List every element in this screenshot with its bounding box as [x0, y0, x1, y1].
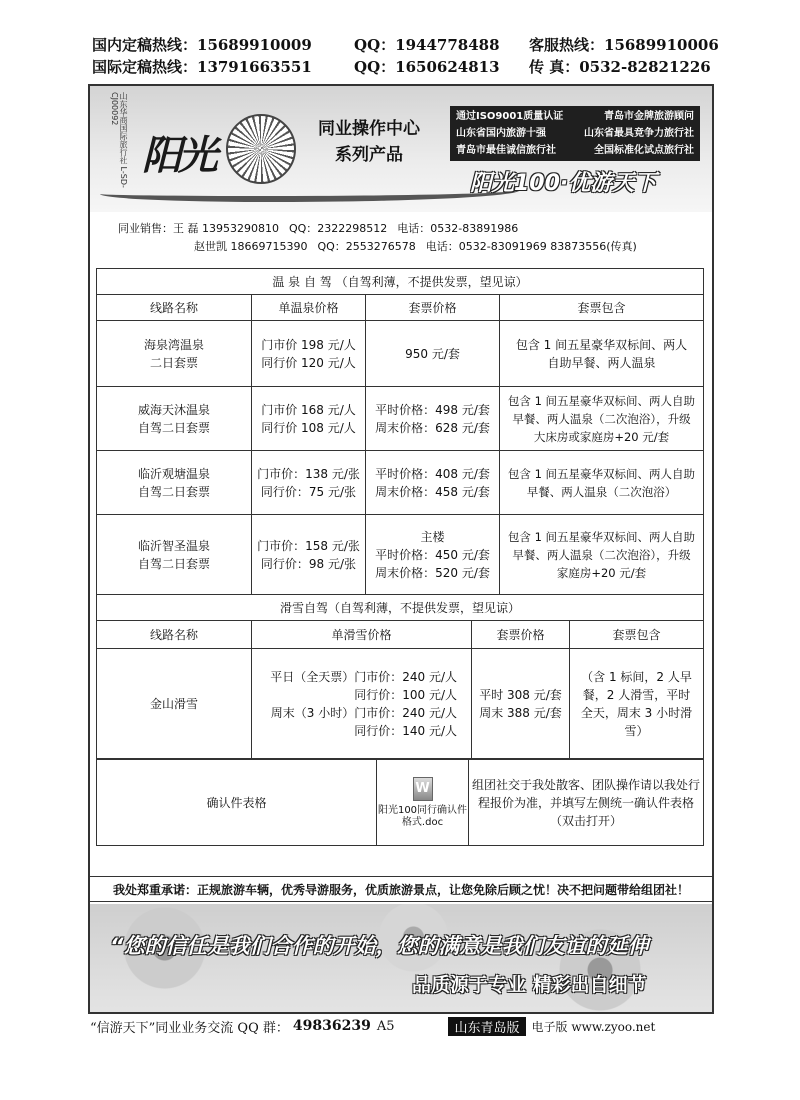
header-banner [90, 86, 712, 212]
single-price: 门市价 198 元/人 同行价 120 元/人 [252, 321, 366, 387]
col-header: 套票价格 [472, 621, 570, 649]
route-name: 临沂观塘温泉 自驾二日套票 [97, 451, 252, 515]
single-price: 门市价：138 元/张 同行价：75 元/张 [252, 451, 366, 515]
swoosh-decoration [100, 182, 520, 202]
hotline-row [92, 56, 732, 78]
package-price: 平时价格：498 元/套 周末价格：628 元/套 [366, 387, 500, 451]
honor-row [456, 142, 694, 159]
price-tables [96, 268, 704, 846]
col-header: 线路名称 [97, 295, 252, 321]
brochure-frame [88, 84, 714, 1014]
slogan: 阳光100·优游天下 [470, 171, 657, 196]
honor: 山东省国内旅游十强 [456, 128, 546, 139]
qq-group-label: “信游天下”同业业务交流 QQ 群： [90, 1020, 289, 1036]
package-includes: 包含 1 间五星豪华双标间、两人 自助早餐、两人温泉 [500, 321, 703, 387]
single-price: 门市价 168 元/人 同行价 108 元/人 [252, 387, 366, 451]
sun-icon [226, 114, 296, 184]
sales-name: 赵世凯 18669715390 [194, 240, 308, 253]
center-title [304, 116, 434, 168]
domestic-hotline: 国内定稿热线：15689910009 [92, 36, 312, 54]
route-name: 临沂智圣温泉 自驾二日套票 [97, 515, 252, 595]
edition-label: 山东青岛版 [448, 1017, 525, 1036]
sales-qq: QQ：2553276578 [317, 240, 416, 253]
col-header: 套票价格 [366, 295, 500, 321]
hot-spring-table [97, 295, 703, 595]
honor-row [456, 108, 694, 125]
ski-title: 滑雪自驾（自驾利薄，不提供发票，望见谅） [97, 595, 703, 621]
single-price: 平日（全天票）门市价：240 元/人 同行价：100 元/人 周末（3 小时）门市价：240 元/人 同行价：140 元/人 [252, 649, 472, 759]
single-price: 门市价：158 元/张 同行价：98 元/张 [252, 515, 366, 595]
qq-group-number: 49836239 [292, 1018, 371, 1034]
honor-row [456, 125, 694, 142]
col-header: 套票包含 [570, 621, 703, 649]
sunflower-footer-banner [90, 904, 712, 1014]
sales-phone: 电话：0532-83891986 [397, 222, 519, 235]
honor: 青岛市最佳诚信旅行社 [456, 145, 556, 156]
col-header: 套票包含 [500, 295, 703, 321]
route-name: 海泉湾温泉 二日套票 [97, 321, 252, 387]
hotline-header [92, 34, 732, 78]
package-price: 950 元/套 [366, 321, 500, 387]
package-price: 平时价格：408 元/套 周末价格：458 元/套 [366, 451, 500, 515]
license-text: 山东华商国际旅行社 L-SD-CJ00092 [110, 92, 128, 188]
footer-slogan-2: 品质源于专业 精彩出自细节 [412, 974, 647, 996]
package-price: 主楼 平时价格：450 元/套 周末价格：520 元/套 [366, 515, 500, 595]
sales-row [118, 238, 698, 256]
honor: 山东省最具竞争力旅行社 [584, 128, 694, 139]
honor: 通过ISO9001质量认证 [456, 111, 564, 122]
ski-table [97, 621, 703, 759]
sales-contacts [118, 220, 698, 256]
package-includes: （含 1 标间，2 人早 餐，2 人滑雪，平时 全天，周末 3 小时滑 雪） [570, 649, 703, 759]
word-doc-icon: W [413, 777, 433, 801]
fax: 传 真：0532-82821226 [529, 58, 711, 76]
hotline-row [92, 34, 732, 56]
route-name: 金山滑雪 [97, 649, 252, 759]
sunshine-logo [142, 110, 302, 180]
center-title-line2: 系列产品 [335, 145, 403, 165]
sales-qq: QQ：2322298512 [288, 222, 388, 235]
page-number: A5 [376, 1018, 395, 1034]
service-hotline: 客服热线：15689910006 [529, 36, 719, 54]
confirm-label: 确认件表格 [97, 760, 377, 845]
qq-1: QQ：1944778488 [354, 36, 500, 54]
doc-filename: 阳光100同行确认件 格式.doc [377, 804, 468, 828]
confirm-section [96, 760, 704, 846]
col-header: 线路名称 [97, 621, 252, 649]
package-includes: 包含 1 间五星豪华双标间、两人自助 早餐、两人温泉（二次泡浴） [500, 451, 703, 515]
col-header: 单温泉价格 [252, 295, 366, 321]
package-price: 平时 308 元/套 周末 388 元/套 [472, 649, 570, 759]
package-includes: 包含 1 间五星豪华双标间、两人自助 早餐、两人温泉（二次泡浴），升级 大床房或家庭房+20 元/套 [500, 387, 703, 451]
international-hotline: 国际定稿热线：13791663551 [92, 58, 312, 76]
hot-spring-title: 温 泉 自 驾 （自驾利薄，不提供发票，望见谅） [97, 269, 703, 295]
center-title-line1: 同业操作中心 [318, 119, 420, 139]
confirm-note: 组团社交于我处散客、团队操作请以我处行 程报价为准，并填写左侧统一确认件表格 （双击打开） [471, 777, 700, 828]
hot-spring-section [96, 268, 704, 760]
honor: 青岛市金牌旅游顾问 [604, 111, 694, 122]
confirm-doc-attachment[interactable] [377, 760, 469, 845]
sales-row [118, 220, 698, 238]
sales-name: 同业销售：王 磊 13953290810 [118, 222, 279, 235]
route-name: 威海天沐温泉 自驾二日套票 [97, 387, 252, 451]
package-includes: 包含 1 间五星豪华双标间、两人自助 早餐、两人温泉（二次泡浴），升级 家庭房+20 元/套 [500, 515, 703, 595]
bottom-info [90, 1016, 716, 1036]
service-promise: 我处郑重承诺：正规旅游车辆，优秀导游服务，优质旅游景点，让您免除后顾之忧！决不把问题带给组团社！ [90, 876, 712, 902]
sales-phone: 电话：0532-83091969 83873556(传真) [425, 240, 637, 253]
footer-slogan-1: “您的信任是我们合作的开始，您的满意是我们友谊的延伸 [110, 934, 649, 958]
col-header: 单滑雪价格 [252, 621, 472, 649]
honors-box [450, 106, 700, 161]
honor: 全国标准化试点旅行社 [594, 145, 694, 156]
logo-text: 阳光 [142, 132, 214, 179]
qq-2: QQ：1650624813 [354, 58, 500, 76]
website-link[interactable]: 电子版 www.zyoo.net [531, 1019, 656, 1034]
